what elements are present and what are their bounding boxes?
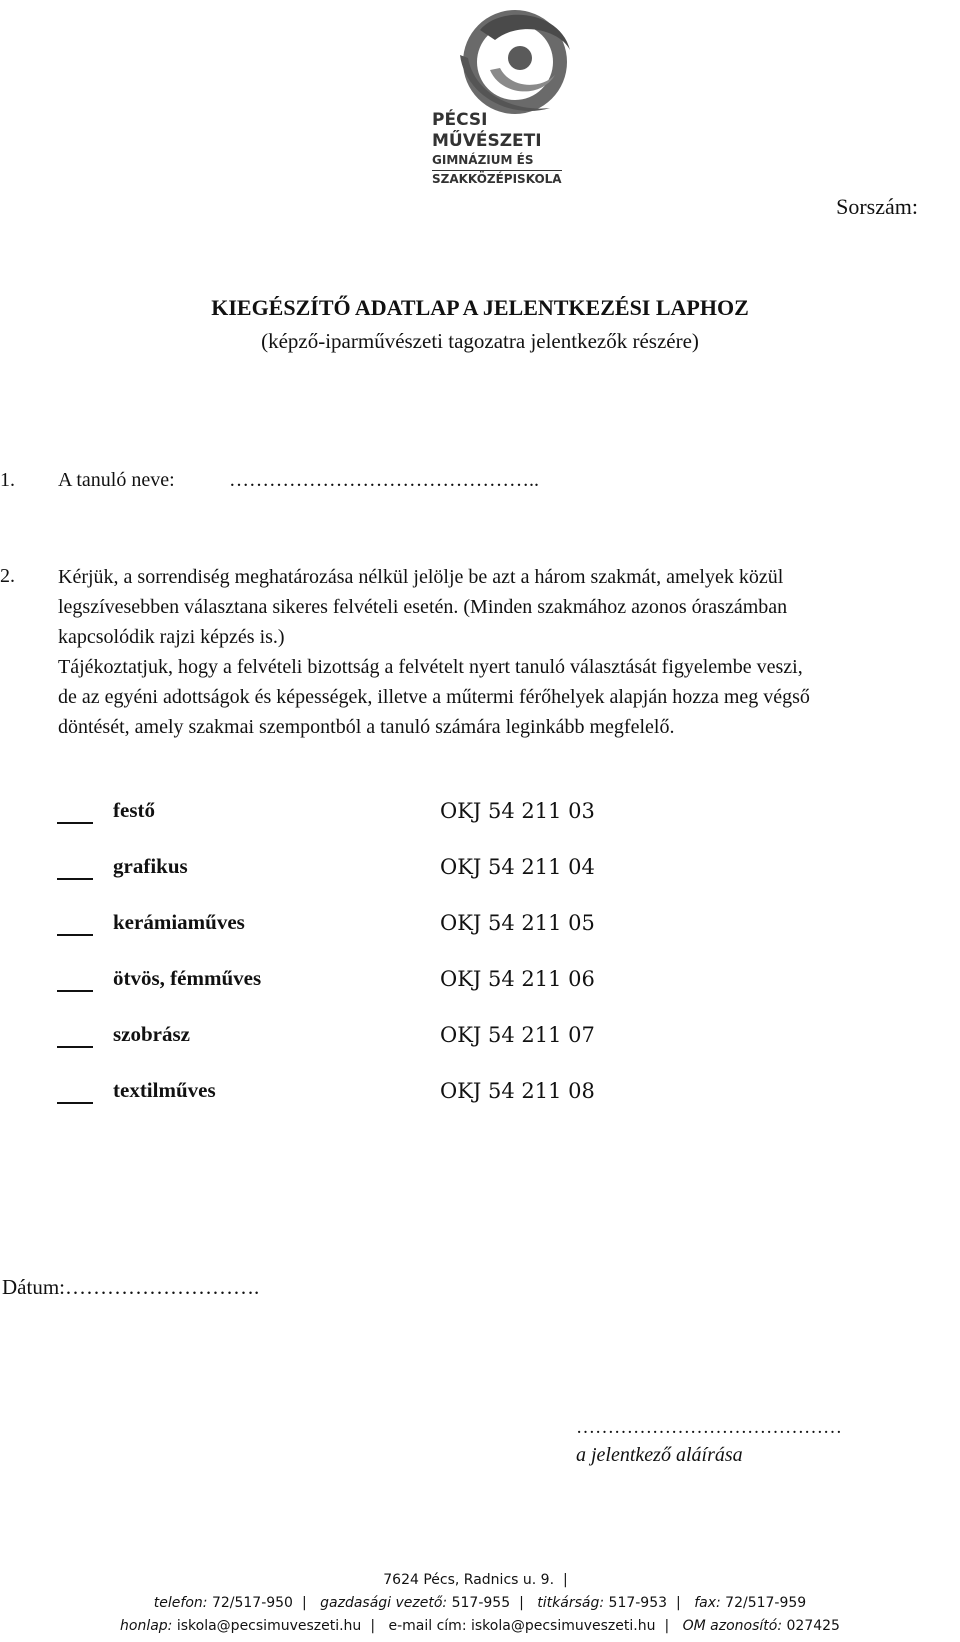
logo-line3: GIMNÁZIUM ÉS	[432, 153, 534, 167]
q2-line: kapcsolódik rajzi képzés is.)	[58, 626, 285, 648]
date-field[interactable]: Dátum:……………………….	[2, 1275, 260, 1299]
q1-label: A tanuló neve:	[58, 469, 175, 491]
option-checkbox-line[interactable]	[57, 990, 93, 992]
footer-manager-label: gazdasági vezető:	[320, 1595, 448, 1611]
q2-line: döntését, amely szakmai szempontból a tanuló számára leginkább megfelelő.	[58, 716, 675, 738]
q1-number: 1.	[0, 469, 15, 491]
footer-email-link[interactable]: iskola@pecsimuveszeti.hu	[471, 1618, 656, 1634]
signature-line[interactable]: ……………………………………	[576, 1417, 842, 1438]
logo-line1: PÉCSI	[432, 110, 488, 130]
signature-label: a jelentkező aláírása	[576, 1444, 743, 1466]
option-code: OKJ 54 211 08	[440, 1079, 595, 1103]
footer-manager: 517-955	[451, 1595, 511, 1611]
q2-text	[58, 562, 938, 742]
q2-line: Kérjük, a sorrendiség meghatározása nélkül jelölje be azt a három szakmát, amelyek közül	[58, 566, 784, 588]
footer-phone: 72/517-950	[211, 1595, 293, 1611]
footer-address: 7624 Pécs, Radnics u. 9.	[383, 1572, 555, 1588]
option-checkbox-line[interactable]	[57, 822, 93, 824]
option-code: OKJ 54 211 05	[440, 911, 595, 935]
option-label: festő	[113, 798, 155, 822]
school-logo	[420, 0, 610, 195]
footer-phone-label: telefon:	[153, 1595, 208, 1611]
footer-web-row: honlap: iskola@pecsimuveszeti.hu | e-mail cím: iskola@pecsimuveszeti.hu | OM azonosító: 027425	[120, 1618, 840, 1634]
option-label: ötvös, fémműves	[113, 966, 262, 990]
footer-fax: 72/517-959	[725, 1595, 807, 1611]
serial-number-label: Sorszám:	[836, 194, 918, 219]
footer-secretary: 517-953	[608, 1595, 668, 1611]
option-checkbox-line[interactable]	[57, 1102, 93, 1104]
option-code: OKJ 54 211 06	[440, 967, 595, 991]
footer-fax-label: fax:	[694, 1595, 721, 1611]
logo-line2: MŰVÉSZETI	[432, 131, 542, 151]
footer-address-row: 7624 Pécs, Radnics u. 9. |	[383, 1572, 568, 1588]
option-label: grafikus	[113, 854, 188, 878]
option-code: OKJ 54 211 07	[440, 1023, 595, 1047]
option-label: kerámiaműves	[113, 910, 245, 934]
q2-line: legszívesebben választana sikeres felvételi esetén. (Minden szakmához azonos óraszámban	[58, 596, 788, 618]
footer-secretary-label: titkárság:	[537, 1595, 605, 1611]
logo-swirl-icon	[420, 0, 610, 120]
option-code: OKJ 54 211 04	[440, 855, 595, 879]
footer-om-label: OM azonosító:	[682, 1618, 783, 1634]
footer-om: 027425	[786, 1618, 840, 1634]
option-label: szobrász	[113, 1022, 190, 1046]
logo-line4: SZAKKÖZÉPISKOLA	[432, 172, 562, 186]
form-subtitle: (képző-iparművészeti tagozatra jelentkezők részére)	[261, 329, 699, 353]
student-name-field[interactable]: ………………………………………..	[229, 469, 539, 491]
q2-line: Tájékoztatjuk, hogy a felvételi bizottság a felvételt nyert tanuló választását figyelembe veszi,	[58, 656, 803, 678]
footer-contact-row: telefon: 72/517-950 | gazdasági vezető: 517-955 | titkárság: 517-953 | fax: 72/517-959	[153, 1595, 807, 1611]
q2-line: de az egyéni adottságok és képességek, illetve a műtermi férőhelyek alapján hozza meg végső	[58, 686, 810, 708]
footer-web-label: honlap:	[120, 1618, 173, 1634]
q2-number: 2.	[0, 565, 15, 587]
footer-email-label: e-mail cím:	[388, 1618, 467, 1634]
option-checkbox-line[interactable]	[57, 878, 93, 880]
form-title: KIEGÉSZÍTŐ ADATLAP A JELENTKEZÉSI LAPHOZ	[211, 295, 749, 320]
option-code: OKJ 54 211 03	[440, 799, 595, 823]
option-label: textilműves	[113, 1078, 216, 1102]
option-checkbox-line[interactable]	[57, 1046, 93, 1048]
footer-web-link[interactable]: iskola@pecsimuveszeti.hu	[176, 1618, 362, 1634]
option-checkbox-line[interactable]	[57, 934, 93, 936]
